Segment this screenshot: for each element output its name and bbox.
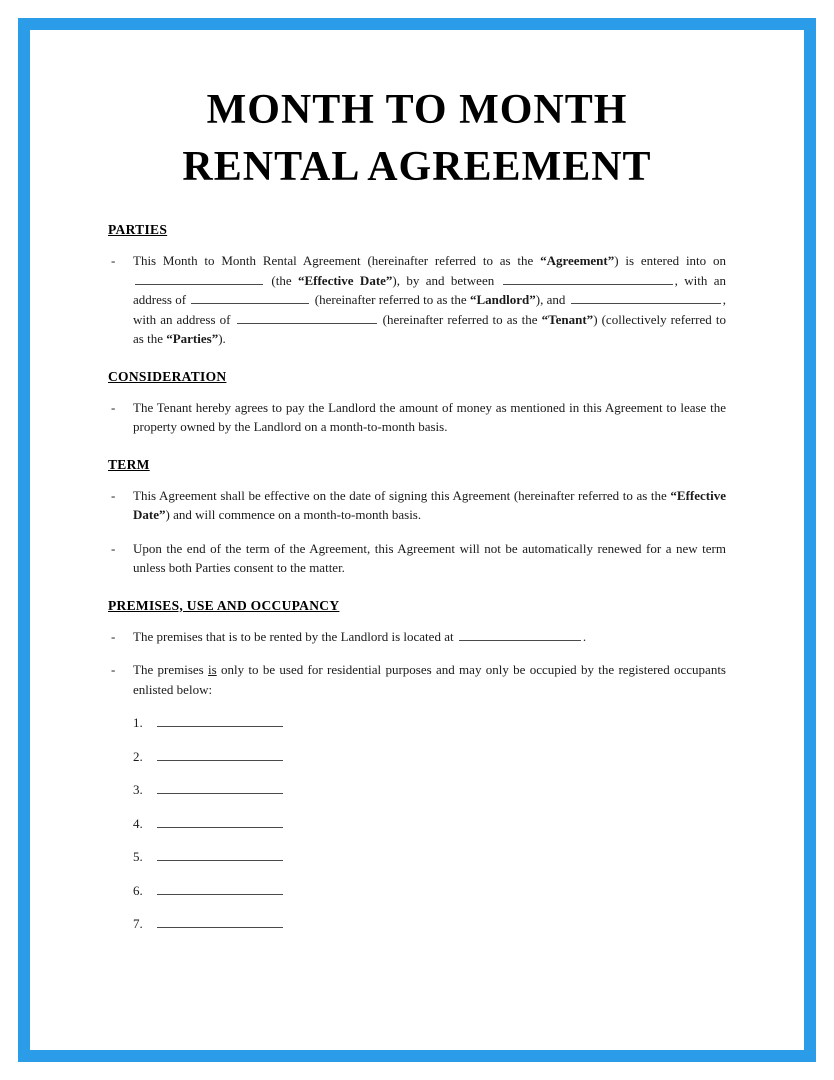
text-run: This Month to Month Rental Agreement (hereinafter referred to as the [133,253,541,268]
paragraph-text [133,486,726,525]
numbered-item [133,881,726,901]
paragraph-text [133,251,726,349]
title-line-1: MONTH TO MONTH [206,87,628,133]
numbered-item [133,914,726,934]
blank-field [157,781,283,794]
text-run: The premises [133,662,209,677]
bold-term: “Landlord” [469,292,536,307]
text-run: , with an address of [133,272,726,307]
numbered-item [133,814,726,834]
text-run: ) is entered into on [614,253,726,268]
text-run: only to be used for residential purposes and may only be occupied by the registered occupants enlisted below: [133,662,726,697]
numbered-item [133,747,726,767]
section-heading: TERM [108,456,150,472]
numbered-item [133,780,726,800]
blank-field [157,815,283,828]
paragraph-text [133,398,726,437]
item-number: 5. [133,849,143,864]
bold-term: “Effective Date” [133,487,726,522]
section-heading: PREMISES, USE AND OCCUPANCY [108,597,340,613]
text-run: (hereinafter referred to as the [311,292,470,307]
blank-field [459,628,581,641]
text-run: (the [265,272,298,288]
text-run: ). [218,331,226,346]
dash-marker: - [111,399,116,415]
list-item [108,398,726,437]
paragraph-text [133,660,726,699]
list-item [108,660,726,699]
item-number: 3. [133,782,143,797]
bold-term: “Agreement” [540,253,615,268]
section-heading: CONSIDERATION [108,368,227,384]
text-run: is [208,662,217,677]
text-run: The Tenant hereby agrees to pay the Landlord the amount of money as mentioned in this Agreement to lease the property owned by the Landlord on a month-to-month basis. [133,399,726,434]
numbered-list [108,713,726,934]
text-run: ), and [535,292,569,307]
text-run: ) and will commence on a month-to-month basis. [165,507,422,522]
blank-field [157,848,283,861]
blank-field [135,272,263,285]
bold-term: “Parties” [166,331,219,346]
numbered-item [133,847,726,867]
document-section [108,598,726,934]
blank-field [157,882,283,895]
dash-marker: - [111,662,116,677]
title-line-2: RENTAL AGREEMENT [182,144,652,190]
bold-term: “Effective Date” [297,272,393,288]
dash-marker: - [111,487,116,503]
list-item [108,539,726,578]
list-item [108,251,726,349]
dash-marker: - [111,540,116,556]
blank-field [157,915,283,928]
blank-field [157,748,283,761]
dash-marker: - [111,253,116,268]
sections [108,222,726,934]
text-run: This Agreement shall be effective on the date of signing this Agreement (hereinafter referred to as the [133,487,671,503]
blank-field [191,291,309,304]
document-title [108,82,726,196]
blank-field [237,311,377,324]
item-number: 2. [133,748,143,764]
document-content [30,30,804,934]
text-run: Upon the end of the term of the Agreement, this Agreement will not be automatically renewed for a new term unless both Parties consent to the matter. [133,540,726,575]
item-number: 6. [133,882,143,898]
item-number: 4. [133,815,143,831]
blue-border-frame [18,18,816,1062]
section-heading: PARTIES [108,222,168,237]
text-run: ) (collectively referred to as the [133,311,726,346]
bold-term: “Tenant” [541,311,594,327]
item-number: 1. [133,715,143,730]
blank-field [571,291,721,304]
paragraph-text [133,627,726,647]
document-section [108,457,726,578]
text-run: The premises that is to be rented by the Landlord is located at [133,628,457,644]
text-run: ), by and between [392,272,501,288]
numbered-item [133,713,726,733]
list-item [108,627,726,647]
document-section [108,222,726,349]
text-run: . [582,628,587,644]
text-run: , with an address of [133,292,726,327]
text-run: (hereinafter referred to as the [378,311,542,327]
item-number: 7. [133,916,143,931]
blank-field [503,272,673,285]
paragraph-text [133,539,726,578]
list-item [108,486,726,525]
dash-marker: - [111,628,116,644]
document-section [108,369,726,437]
blank-field [157,714,283,727]
